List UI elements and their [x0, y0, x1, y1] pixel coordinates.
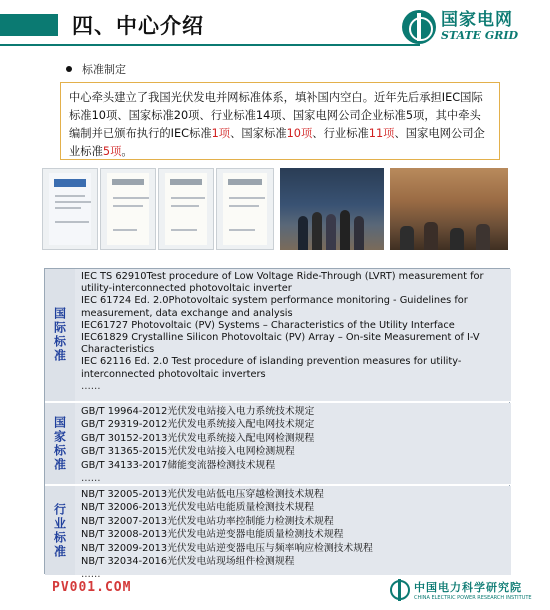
list-item: NB/T 32009-2013光伏发电站逆变器电压与频率响应检测技术规程: [81, 542, 373, 554]
section-body: [77, 486, 511, 581]
intro-box: [60, 82, 500, 160]
section-label: 国家标准: [45, 403, 75, 484]
conference-photo: [390, 168, 508, 250]
photo-strip: [42, 168, 508, 250]
list-item: GB/T 30152-2013光伏发电系统接入配电网检测规程: [81, 432, 315, 444]
list-item: GB/T 19964-2012光伏发电站接入电力系统技术规定: [81, 406, 315, 417]
intro-iec-count: 1项: [211, 127, 231, 140]
slide-header: [0, 0, 550, 60]
list-item: IEC TS 62910Test procedure of Low Voltage Ride-Through (LVRT) measurement for utility-interconnected photovoltaic inverter: [81, 271, 484, 295]
cepri-emblem-icon: [390, 580, 410, 600]
logo-text: [441, 12, 518, 41]
standard-document-image: [216, 168, 274, 250]
list-item: GB/T 29319-2012光伏发电系统接入配电网技术规定: [81, 419, 315, 431]
list-more: ……: [81, 569, 101, 581]
section-nb: [45, 486, 511, 581]
bullet-text: 标准制定: [82, 63, 126, 76]
list-item: GB/T 31365-2015光伏发电站接入电网检测规程: [81, 446, 295, 458]
list-item: NB/T 32008-2013光伏发电站逆变器电能质量检测技术规程: [81, 529, 344, 541]
intro-sep-3: 、国家电网公司企业标准: [69, 127, 485, 158]
logo-en: STATE GRID: [441, 29, 519, 43]
section-gb: [45, 403, 511, 485]
intro-end: 。: [121, 145, 133, 158]
meeting-photo: [280, 168, 384, 250]
list-item: NB/T 32034-2016光伏发电站现场组件检测规程: [81, 556, 295, 568]
intro-sgcc-count: 5项: [102, 145, 122, 158]
list-item: NB/T 32007-2013光伏发电站功率控制能力检测技术规程: [81, 515, 334, 527]
list-more: ……: [81, 380, 101, 392]
section-label: 行业标准: [45, 486, 75, 575]
intro-sep-1: 、国家标准: [230, 127, 287, 140]
list-item: IEC 62116 Ed. 2.0 Test procedure of islanding prevention measures for utility-interconnected photovoltaic inverters: [81, 356, 462, 380]
section-body: [77, 403, 511, 484]
standard-document-image: [42, 168, 98, 250]
list-item: IEC61727 Photovoltaic (PV) Systems – Characteristics of the Utility Interface: [81, 319, 455, 331]
list-item: GB/T 34133-2017储能变流器检测技术规程: [81, 459, 276, 471]
section-label: 国际标准: [45, 269, 75, 401]
page-title: 四、中心介绍: [72, 14, 204, 38]
header-accent-bar: [0, 14, 58, 36]
list-item: IEC 61724 Ed. 2.0Photovoltaic system performance monitoring - Guidelines for measurement, data exchange and analysis: [81, 295, 468, 319]
list-item: IEC61829 Crystalline Silicon Photovoltaic (PV) Array – On-site Measurement of I-V Characteristics: [81, 332, 480, 356]
intro-text: 中心牵头建立了我国光伏发电并网标准体系，填补国内空白。近年先后承担IEC国际标准10项、国家标准20项、行业标准14项、国家电网公司企业标准5项，其中牵头编制并已颁布执行的IEC标准: [69, 91, 483, 140]
cepri-en: CHINA ELECTRIC POWER RESEARCH INSTITUTE: [414, 595, 532, 601]
cepri-logo: [390, 576, 542, 604]
title-wrap: [58, 10, 218, 40]
bullet-dot-icon: [66, 66, 72, 72]
cepri-text: [414, 579, 532, 601]
cepri-cn: 中国电力科学研究院: [414, 581, 522, 594]
list-item: NB/T 32005-2013光伏发电站低电压穿越检测技术规程: [81, 489, 324, 500]
intro-sep-2: 、行业标准: [312, 127, 369, 140]
bullet-row: [66, 61, 126, 77]
state-grid-logo: [402, 8, 540, 46]
header-divider: [0, 44, 420, 46]
section-iec: [45, 269, 511, 402]
section-body: [77, 269, 511, 401]
intro-gb-count: 10项: [286, 127, 313, 140]
logo-cn: 国家电网: [441, 10, 513, 31]
state-grid-emblem-icon: [402, 10, 436, 44]
watermark-site: PV001.COM: [52, 580, 132, 595]
standard-document-image: [100, 168, 156, 250]
standards-table: [44, 268, 510, 581]
list-more: ……: [81, 473, 101, 485]
intro-nb-count: 11项: [368, 127, 395, 140]
list-item: NB/T 32006-2013光伏发电站电能质量检测技术规程: [81, 502, 315, 514]
standard-document-image: [158, 168, 214, 250]
